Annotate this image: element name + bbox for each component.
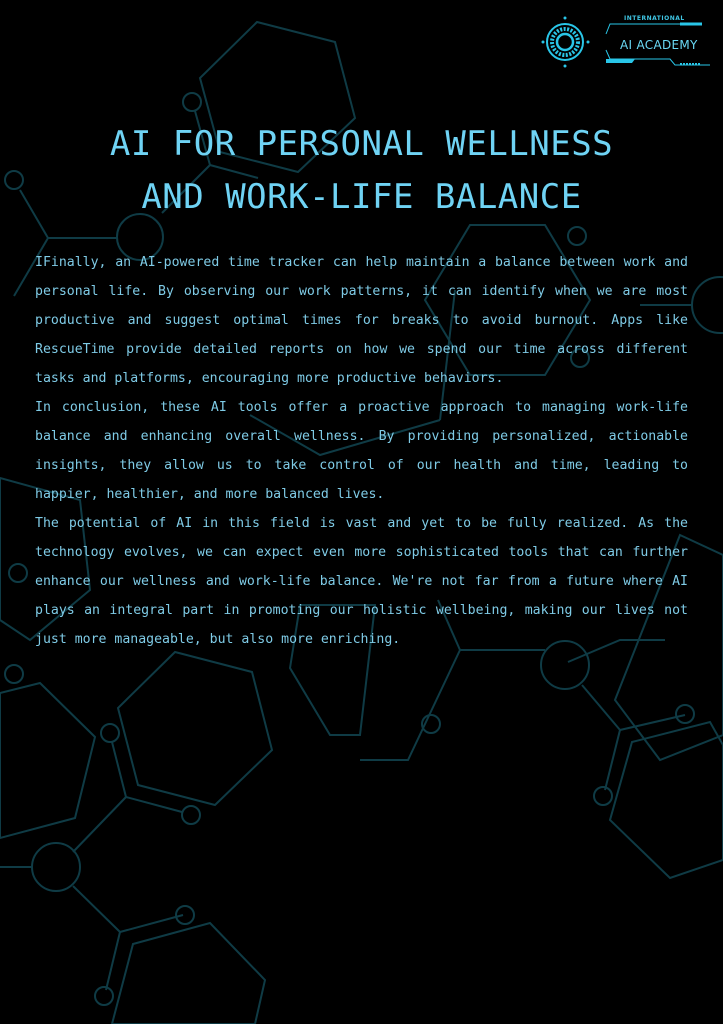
title-line-1: AI FOR PERSONAL WELLNESS <box>109 124 614 164</box>
title-line-2: AND WORK-LIFE BALANCE <box>141 177 582 217</box>
ai-academy-logo <box>540 12 710 70</box>
logo-top-label: INTERNATIONAL <box>624 15 685 22</box>
logo-name: AI ACADEMY <box>620 38 698 52</box>
article-body <box>35 248 688 654</box>
paragraph-time-tracker: IFinally, an AI-powered time tracker can help maintain a balance between work and personal life. By observing our work patterns, it can identify when we are most productive and suggest optimal times for breaks to avoid burnout. Apps like RescueTime provide detailed reports on how we spend our time across different tasks and platforms, encouraging more productive behaviors. <box>35 255 688 386</box>
paragraph-potential: The potential of AI in this field is vast and yet to be fully realized. As the technology evolves, we can expect even more sophisticated tools that can further enhance our wellness and work-life balance. We're not far from a future where AI plays an integral part in promoting our holistic wellbeing, making our lives not just more manageable, but also more enriching. <box>35 516 688 647</box>
page-title <box>0 118 723 224</box>
paragraph-conclusion: In conclusion, these AI tools offer a proactive approach to managing work-life balance and enhancing overall wellness. By providing personalized, actionable insights, they allow us to take control of our health and time, leading to happier, healthier, and more balanced lives. <box>35 400 688 502</box>
